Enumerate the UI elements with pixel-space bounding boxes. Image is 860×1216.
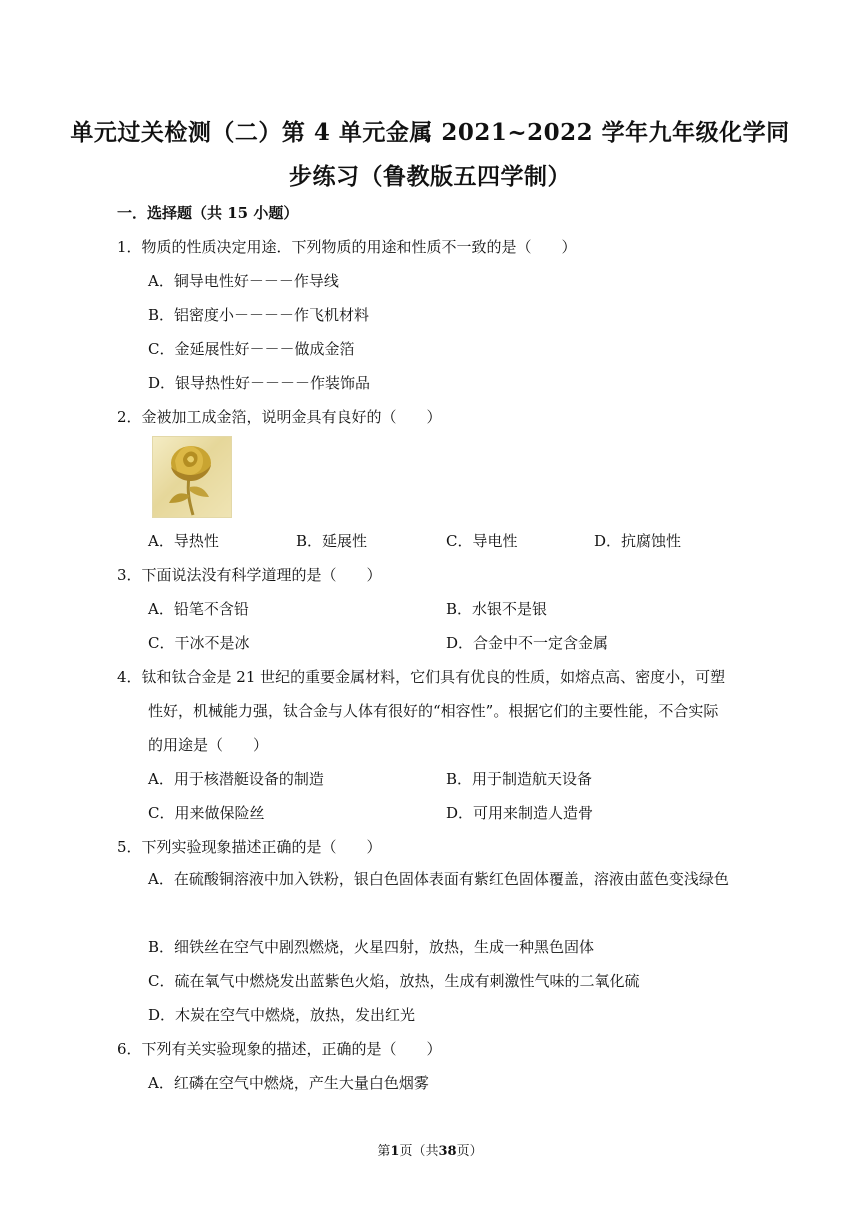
question-2-option-d: D．抗腐蚀性 [594,532,682,550]
question-1-option-b: B．铝密度小－－－－作飞机材料 [148,306,370,324]
question-1-option-d: D．银导热性好－－－－作装饰品 [148,374,371,392]
question-3-stem: 3．下面说法没有科学道理的是（ ） [117,566,382,584]
page-footer [0,1140,860,1159]
question-4-option-c: C．用来做保险丝 [148,804,265,822]
footer-prefix: 第 [377,1144,391,1159]
question-4-stem-line-2: 性好，机械能力强，钛合金与人体有很好的“相容性”。根据它们的主要性能，不合实际 [148,702,719,720]
question-1-option-c: C．金延展性好－－－做成金箔 [148,340,355,358]
question-2-option-a: A．导热性 [148,532,219,550]
question-4-option-a: A．用于核潜艇设备的制造 [148,770,324,788]
question-4-option-b: B．用于制造航天设备 [446,770,593,788]
document-title-line-1: 单元过关检测（二）第 4 单元金属 2021~2022 学年九年级化学同 [70,119,790,146]
question-2-option-c: C．导电性 [446,532,518,550]
question-2-option-b: B．延展性 [296,532,368,550]
question-2-stem: 2．金被加工成金箔，说明金具有良好的（ ） [117,408,442,426]
question-6-stem: 6．下列有关实验现象的描述，正确的是（ ） [117,1040,442,1058]
question-4-stem-line-3: 的用途是（ ） [148,736,269,754]
question-3-option-d: D．合金中不一定含金属 [446,634,609,652]
question-1-option-a: A．铜导电性好－－－作导线 [148,272,339,290]
footer-page-number: 1 [390,1144,400,1159]
question-5-option-d: D．木炭在空气中燃烧，放热，发出红光 [148,1006,416,1024]
gold-rose-icon [153,437,231,517]
footer-suffix: 页） [456,1144,483,1159]
section-heading: 一．选择题（共 15 小题） [117,204,299,222]
question-3-option-a: A．铅笔不含铅 [148,600,249,618]
question-5-stem: 5．下列实验现象描述正确的是（ ） [117,838,382,856]
footer-total-pages: 38 [438,1144,457,1159]
question-4-option-d: D．可用来制造人造骨 [446,804,594,822]
footer-middle: 页（共 [399,1144,439,1159]
question-5-option-b: B．细铁丝在空气中剧烈燃烧，火星四射，放热，生成一种黑色固体 [148,938,595,956]
question-3-option-c: C．干冰不是冰 [148,634,250,652]
question-1-stem: 1．物质的性质决定用途．下列物质的用途和性质不一致的是（ ） [117,238,577,256]
question-4-stem-line-1: 4．钛和钛合金是 21 世纪的重要金属材料，它们具有优良的性质，如熔点高、密度小，可塑 [117,668,726,686]
gold-rose-image [152,436,232,518]
question-6-option-a: A．红磷在空气中燃烧，产生大量白色烟雾 [148,1074,429,1092]
question-3-option-b: B．水银不是银 [446,600,548,618]
document-title-line-2: 步练习（鲁教版五四学制） [289,163,571,190]
question-5-option-c: C．硫在氧气中燃烧发出蓝紫色火焰，放热，生成有刺激性气味的二氧化硫 [148,972,640,990]
question-5-option-a: A．在硫酸铜溶液中加入铁粉，银白色固体表面有紫红色固体覆盖，溶液由蓝色变浅绿色 [148,870,729,888]
